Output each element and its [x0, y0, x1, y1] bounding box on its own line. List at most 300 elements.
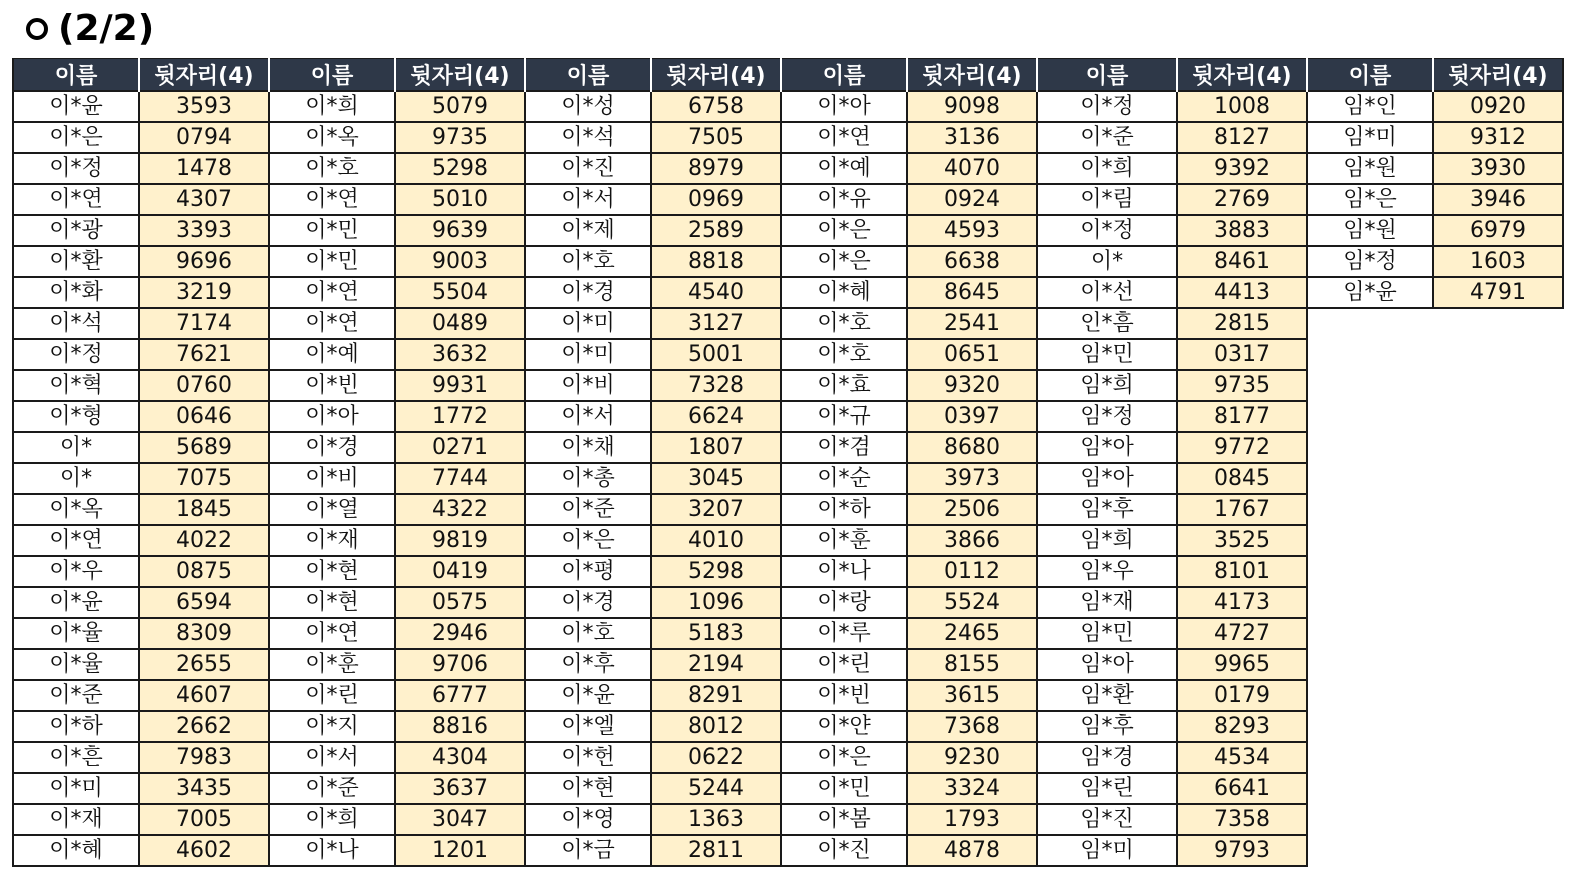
name-cell: 이*은	[13, 122, 139, 153]
name-cell: 이*비	[269, 463, 395, 494]
name-cell: 이*현	[525, 773, 651, 804]
empty-cell	[1307, 680, 1433, 711]
name-cell: 이*서	[269, 742, 395, 773]
name-cell: 이*석	[13, 308, 139, 339]
digits-cell: 7505	[651, 122, 781, 153]
digits-cell: 4322	[395, 494, 525, 525]
digits-cell: 0112	[907, 556, 1037, 587]
table-row	[13, 587, 1563, 618]
name-cell: 이*나	[781, 556, 907, 587]
digits-cell: 0489	[395, 308, 525, 339]
header-digits: 뒷자리(4)	[907, 59, 1037, 92]
digits-cell: 4727	[1177, 618, 1307, 649]
digits-cell: 3047	[395, 804, 525, 835]
empty-cell	[1433, 804, 1563, 835]
digits-cell: 0575	[395, 587, 525, 618]
name-cell: 이*금	[525, 835, 651, 866]
empty-cell	[1307, 556, 1433, 587]
empty-cell	[1433, 339, 1563, 370]
digits-cell: 6638	[907, 246, 1037, 277]
table-row	[13, 401, 1563, 432]
digits-cell: 9706	[395, 649, 525, 680]
name-cell: 이*혜	[13, 835, 139, 866]
digits-cell: 9392	[1177, 153, 1307, 184]
digits-cell: 5298	[651, 556, 781, 587]
digits-cell: 6777	[395, 680, 525, 711]
name-cell: 이*호	[781, 308, 907, 339]
name-cell: 이*형	[13, 401, 139, 432]
empty-cell	[1433, 463, 1563, 494]
digits-cell: 8127	[1177, 122, 1307, 153]
digits-cell: 3946	[1433, 184, 1563, 215]
name-cell: 임*민	[1037, 618, 1177, 649]
name-cell: 이*율	[13, 649, 139, 680]
empty-cell	[1307, 339, 1433, 370]
empty-cell	[1433, 432, 1563, 463]
table-row	[13, 835, 1563, 866]
digits-cell: 3930	[1433, 153, 1563, 184]
empty-cell	[1433, 773, 1563, 804]
table-row	[13, 463, 1563, 494]
digits-cell: 4010	[651, 525, 781, 556]
header-digits: 뒷자리(4)	[395, 59, 525, 92]
digits-cell: 2815	[1177, 308, 1307, 339]
name-cell: 임*희	[1037, 370, 1177, 401]
name-cell: 이*열	[269, 494, 395, 525]
digits-cell: 4304	[395, 742, 525, 773]
name-cell: 이*경	[525, 277, 651, 308]
empty-cell	[1433, 525, 1563, 556]
name-cell: 이*광	[13, 215, 139, 246]
digits-cell: 2769	[1177, 184, 1307, 215]
digits-cell: 6758	[651, 91, 781, 122]
digits-cell: 4791	[1433, 277, 1563, 308]
name-cell: 이*현	[269, 556, 395, 587]
digits-cell: 5504	[395, 277, 525, 308]
digits-cell: 1845	[139, 494, 269, 525]
empty-cell	[1433, 370, 1563, 401]
digits-cell: 4607	[139, 680, 269, 711]
digits-cell: 9312	[1433, 122, 1563, 153]
digits-cell: 3127	[651, 308, 781, 339]
digits-cell: 3207	[651, 494, 781, 525]
empty-cell	[1307, 773, 1433, 804]
name-cell: 임*원	[1307, 215, 1433, 246]
header-name: 이름	[13, 59, 139, 92]
digits-cell: 1478	[139, 153, 269, 184]
name-cell: 이*선	[1037, 277, 1177, 308]
digits-cell: 8816	[395, 711, 525, 742]
digits-cell: 3632	[395, 339, 525, 370]
name-cell: 이*예	[781, 153, 907, 184]
name-cell: 이*린	[269, 680, 395, 711]
digits-cell: 2194	[651, 649, 781, 680]
name-cell: 이*희	[269, 91, 395, 122]
name-cell: 이*정	[1037, 91, 1177, 122]
digits-cell: 1767	[1177, 494, 1307, 525]
digits-cell: 9819	[395, 525, 525, 556]
digits-cell: 3973	[907, 463, 1037, 494]
digits-cell: 0397	[907, 401, 1037, 432]
empty-cell	[1433, 556, 1563, 587]
digits-cell: 6979	[1433, 215, 1563, 246]
empty-cell	[1307, 587, 1433, 618]
table-row	[13, 494, 1563, 525]
digits-cell: 0920	[1433, 91, 1563, 122]
table-row	[13, 680, 1563, 711]
digits-cell: 8155	[907, 649, 1037, 680]
name-cell: 이*호	[525, 246, 651, 277]
name-cell: 임*정	[1037, 401, 1177, 432]
name-cell: 임*후	[1037, 711, 1177, 742]
empty-cell	[1307, 401, 1433, 432]
digits-cell: 1603	[1433, 246, 1563, 277]
name-cell: 임*경	[1037, 742, 1177, 773]
digits-cell: 3883	[1177, 215, 1307, 246]
digits-cell: 0845	[1177, 463, 1307, 494]
empty-cell	[1433, 401, 1563, 432]
digits-cell: 8680	[907, 432, 1037, 463]
table-row	[13, 122, 1563, 153]
name-cell: 이*미	[13, 773, 139, 804]
circle-bullet-icon	[26, 18, 48, 40]
name-cell: 이*희	[1037, 153, 1177, 184]
name-cell: 이*훈	[269, 649, 395, 680]
name-cell: 이*총	[525, 463, 651, 494]
digits-cell: 4602	[139, 835, 269, 866]
digits-cell: 2465	[907, 618, 1037, 649]
digits-cell: 6641	[1177, 773, 1307, 804]
name-cell: 이*연	[269, 618, 395, 649]
name-cell: 이*후	[525, 649, 651, 680]
digits-cell: 7075	[139, 463, 269, 494]
header-name: 이름	[1037, 59, 1177, 92]
name-cell: 이*제	[525, 215, 651, 246]
table-row	[13, 742, 1563, 773]
empty-cell	[1307, 308, 1433, 339]
name-cell: 이*재	[269, 525, 395, 556]
digits-cell: 6594	[139, 587, 269, 618]
name-cell: 임*민	[1037, 339, 1177, 370]
header-name: 이름	[1307, 59, 1433, 92]
digits-cell: 9098	[907, 91, 1037, 122]
name-cell: 이*진	[781, 835, 907, 866]
table-row	[13, 432, 1563, 463]
digits-cell: 9320	[907, 370, 1037, 401]
digits-cell: 1201	[395, 835, 525, 866]
digits-cell: 1363	[651, 804, 781, 835]
name-cell: 이*준	[13, 680, 139, 711]
digits-cell: 5244	[651, 773, 781, 804]
name-cell: 이*석	[525, 122, 651, 153]
digits-cell: 7368	[907, 711, 1037, 742]
name-cell: 이*	[13, 432, 139, 463]
digits-cell: 0760	[139, 370, 269, 401]
table-row	[13, 277, 1563, 308]
empty-cell	[1307, 370, 1433, 401]
empty-cell	[1433, 711, 1563, 742]
table-row	[13, 649, 1563, 680]
digits-cell: 5524	[907, 587, 1037, 618]
name-cell: 임*인	[1307, 91, 1433, 122]
digits-cell: 2946	[395, 618, 525, 649]
digits-cell: 8309	[139, 618, 269, 649]
digits-cell: 9931	[395, 370, 525, 401]
digits-cell: 1772	[395, 401, 525, 432]
digits-cell: 2506	[907, 494, 1037, 525]
digits-cell: 5298	[395, 153, 525, 184]
table-body	[13, 91, 1563, 866]
table-row	[13, 556, 1563, 587]
name-cell: 이*혜	[781, 277, 907, 308]
name-cell: 이*지	[269, 711, 395, 742]
header-digits: 뒷자리(4)	[139, 59, 269, 92]
name-cell: 이*랑	[781, 587, 907, 618]
name-cell: 임*미	[1307, 122, 1433, 153]
name-cell: 이*은	[781, 246, 907, 277]
name-cell: 이*하	[13, 711, 139, 742]
digits-cell: 9965	[1177, 649, 1307, 680]
name-cell: 임*정	[1307, 246, 1433, 277]
name-cell: 이*민	[781, 773, 907, 804]
header-name: 이름	[781, 59, 907, 92]
digits-cell: 7744	[395, 463, 525, 494]
table-row	[13, 370, 1563, 401]
digits-cell: 9793	[1177, 835, 1307, 866]
digits-cell: 9735	[395, 122, 525, 153]
digits-cell: 0651	[907, 339, 1037, 370]
name-cell: 이*준	[525, 494, 651, 525]
digits-cell: 6624	[651, 401, 781, 432]
name-cell: 이*영	[525, 804, 651, 835]
digits-cell: 3525	[1177, 525, 1307, 556]
name-cell: 이*평	[525, 556, 651, 587]
table-header-row	[13, 59, 1563, 92]
digits-cell: 4534	[1177, 742, 1307, 773]
digits-cell: 2811	[651, 835, 781, 866]
name-cell: 이*정	[1037, 215, 1177, 246]
name-cell: 임*아	[1037, 649, 1177, 680]
name-cell: 이*준	[1037, 122, 1177, 153]
digits-cell: 1096	[651, 587, 781, 618]
name-cell: 이*헌	[525, 742, 651, 773]
name-cell: 임*재	[1037, 587, 1177, 618]
digits-cell: 4413	[1177, 277, 1307, 308]
table-row	[13, 215, 1563, 246]
name-cell: 이*우	[13, 556, 139, 587]
name-cell: 이*겸	[781, 432, 907, 463]
name-cell: 이*화	[13, 277, 139, 308]
digits-cell: 8012	[651, 711, 781, 742]
name-cell: 이*비	[525, 370, 651, 401]
name-cell: 이*	[1037, 246, 1177, 277]
name-cell: 이*아	[269, 401, 395, 432]
digits-cell: 3435	[139, 773, 269, 804]
name-cell: 이*아	[781, 91, 907, 122]
digits-cell: 8177	[1177, 401, 1307, 432]
empty-cell	[1433, 680, 1563, 711]
header-digits: 뒷자리(4)	[1433, 59, 1563, 92]
name-digits-table	[12, 58, 1564, 867]
digits-cell: 2541	[907, 308, 1037, 339]
digits-cell: 0924	[907, 184, 1037, 215]
table-row	[13, 246, 1563, 277]
table-row	[13, 153, 1563, 184]
empty-cell	[1433, 742, 1563, 773]
table-row	[13, 91, 1563, 122]
name-cell: 이*빈	[781, 680, 907, 711]
name-cell: 이*현	[269, 587, 395, 618]
digits-cell: 4307	[139, 184, 269, 215]
empty-cell	[1307, 432, 1433, 463]
digits-cell: 8291	[651, 680, 781, 711]
digits-cell: 3136	[907, 122, 1037, 153]
name-cell: 임*원	[1307, 153, 1433, 184]
digits-cell: 8818	[651, 246, 781, 277]
name-cell: 임*환	[1037, 680, 1177, 711]
name-cell: 이*경	[525, 587, 651, 618]
digits-cell: 2662	[139, 711, 269, 742]
name-cell: 이*채	[525, 432, 651, 463]
digits-cell: 9003	[395, 246, 525, 277]
digits-cell: 3637	[395, 773, 525, 804]
digits-cell: 8101	[1177, 556, 1307, 587]
name-cell: 이*루	[781, 618, 907, 649]
empty-cell	[1433, 308, 1563, 339]
digits-cell: 2589	[651, 215, 781, 246]
empty-cell	[1307, 835, 1433, 866]
name-cell: 이*연	[269, 277, 395, 308]
table-row	[13, 525, 1563, 556]
name-cell: 임*후	[1037, 494, 1177, 525]
empty-cell	[1433, 494, 1563, 525]
digits-cell: 5010	[395, 184, 525, 215]
empty-cell	[1307, 742, 1433, 773]
digits-cell: 1008	[1177, 91, 1307, 122]
digits-cell: 7174	[139, 308, 269, 339]
name-cell: 이*윤	[13, 587, 139, 618]
digits-cell: 8461	[1177, 246, 1307, 277]
table-row	[13, 618, 1563, 649]
name-cell: 이*호	[269, 153, 395, 184]
name-cell: 이*은	[525, 525, 651, 556]
table-row	[13, 184, 1563, 215]
digits-cell: 4593	[907, 215, 1037, 246]
name-cell: 임*미	[1037, 835, 1177, 866]
digits-cell: 4173	[1177, 587, 1307, 618]
header-digits: 뒷자리(4)	[1177, 59, 1307, 92]
digits-cell: 1807	[651, 432, 781, 463]
name-cell: 이*	[13, 463, 139, 494]
digits-cell: 4070	[907, 153, 1037, 184]
name-cell: 이*규	[781, 401, 907, 432]
name-cell: 이*은	[781, 215, 907, 246]
name-cell: 이*효	[781, 370, 907, 401]
name-cell: 이*서	[525, 401, 651, 432]
name-cell: 임*아	[1037, 432, 1177, 463]
table-row	[13, 804, 1563, 835]
digits-cell: 0271	[395, 432, 525, 463]
empty-cell	[1307, 649, 1433, 680]
digits-cell: 9772	[1177, 432, 1307, 463]
name-cell: 이*율	[13, 618, 139, 649]
name-cell: 이*연	[269, 308, 395, 339]
name-cell: 이*훈	[781, 525, 907, 556]
name-cell: 이*미	[525, 308, 651, 339]
name-cell: 이*재	[13, 804, 139, 835]
name-cell: 임*희	[1037, 525, 1177, 556]
digits-cell: 4878	[907, 835, 1037, 866]
digits-cell: 9230	[907, 742, 1037, 773]
name-cell: 이*봄	[781, 804, 907, 835]
name-cell: 이*윤	[525, 680, 651, 711]
name-cell: 이*연	[781, 122, 907, 153]
digits-cell: 4022	[139, 525, 269, 556]
name-cell: 이*호	[525, 618, 651, 649]
empty-cell	[1307, 463, 1433, 494]
digits-cell: 3219	[139, 277, 269, 308]
name-cell: 이*환	[13, 246, 139, 277]
empty-cell	[1307, 525, 1433, 556]
table-row	[13, 711, 1563, 742]
table-row	[13, 773, 1563, 804]
empty-cell	[1433, 587, 1563, 618]
name-cell: 이*경	[269, 432, 395, 463]
digits-cell: 0317	[1177, 339, 1307, 370]
digits-cell: 5689	[139, 432, 269, 463]
digits-cell: 7983	[139, 742, 269, 773]
digits-cell: 0794	[139, 122, 269, 153]
name-cell: 이*준	[269, 773, 395, 804]
name-cell: 임*우	[1037, 556, 1177, 587]
digits-cell: 0179	[1177, 680, 1307, 711]
name-cell: 이*혁	[13, 370, 139, 401]
name-cell: 이*얀	[781, 711, 907, 742]
digits-cell: 0875	[139, 556, 269, 587]
name-cell: 이*림	[1037, 184, 1177, 215]
digits-cell: 3615	[907, 680, 1037, 711]
name-cell: 이*호	[781, 339, 907, 370]
digits-cell: 4540	[651, 277, 781, 308]
name-cell: 인*흠	[1037, 308, 1177, 339]
name-cell: 이*윤	[13, 91, 139, 122]
name-cell: 이*유	[781, 184, 907, 215]
digits-cell: 3866	[907, 525, 1037, 556]
name-cell: 이*연	[13, 525, 139, 556]
empty-cell	[1433, 649, 1563, 680]
name-cell: 이*민	[269, 215, 395, 246]
digits-cell: 5001	[651, 339, 781, 370]
name-cell: 이*예	[269, 339, 395, 370]
digits-cell: 3324	[907, 773, 1037, 804]
name-cell: 이*나	[269, 835, 395, 866]
empty-cell	[1307, 494, 1433, 525]
digits-cell: 5183	[651, 618, 781, 649]
digits-cell: 9639	[395, 215, 525, 246]
name-cell: 이*희	[269, 804, 395, 835]
name-cell: 임*아	[1037, 463, 1177, 494]
name-cell: 이*서	[525, 184, 651, 215]
name-cell: 이*미	[525, 339, 651, 370]
digits-cell: 8979	[651, 153, 781, 184]
name-cell: 이*연	[269, 184, 395, 215]
name-cell: 이*흔	[13, 742, 139, 773]
table-row	[13, 308, 1563, 339]
digits-cell: 0622	[651, 742, 781, 773]
page-title-text: (2/2)	[58, 7, 155, 49]
name-cell: 이*순	[781, 463, 907, 494]
digits-cell: 7621	[139, 339, 269, 370]
